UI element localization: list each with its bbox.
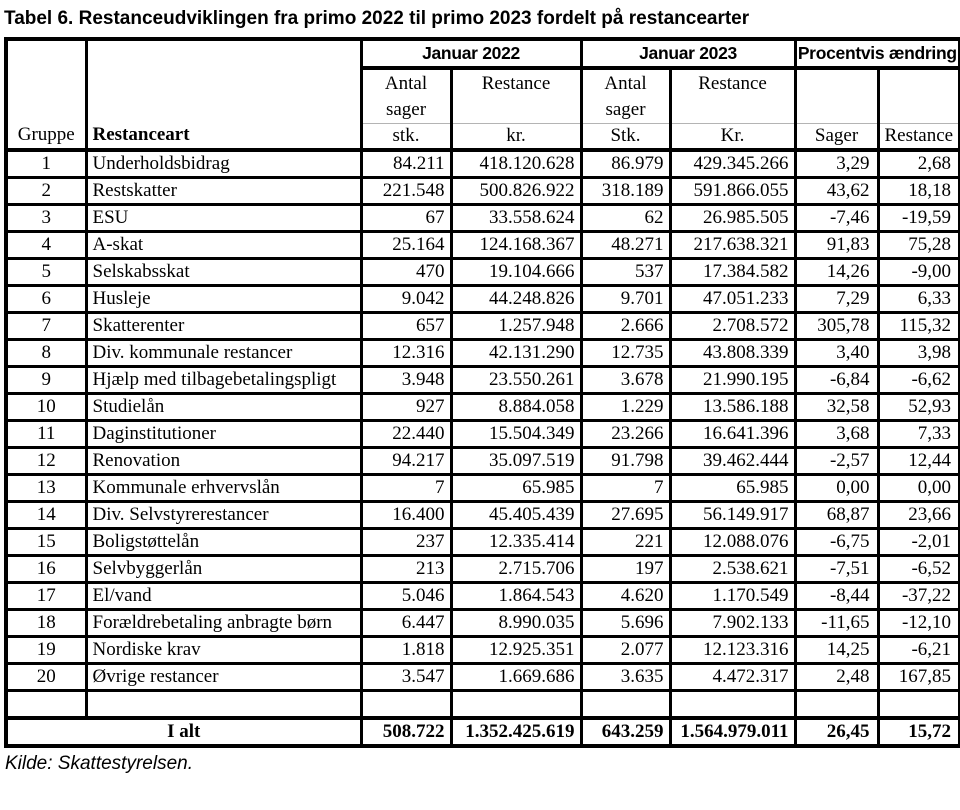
table-footer — [6, 690, 960, 746]
cell-pct-sager: 7,29 — [795, 285, 878, 312]
cell-gruppe: 9 — [6, 366, 86, 393]
table-body — [6, 150, 960, 691]
cell-antal-2023: 62 — [581, 204, 670, 231]
cell-restanceart: Div. Selvstyrerestancer — [86, 501, 361, 528]
cell-restance-2022: 1.257.948 — [451, 312, 581, 339]
cell-restanceart: Skatterenter — [86, 312, 361, 339]
cell-restanceart: Forældrebetaling anbragte børn — [86, 609, 361, 636]
cell-pct-restance: 7,33 — [878, 420, 960, 447]
cell-restance-2022: 12.335.414 — [451, 528, 581, 555]
cell-pct-restance: 23,66 — [878, 501, 960, 528]
table-row — [6, 312, 960, 339]
cell-restance-2022: 33.558.624 — [451, 204, 581, 231]
col-unit-pct-restance: Restance — [878, 124, 960, 150]
table-row — [6, 231, 960, 258]
table-row — [6, 366, 960, 393]
cell-antal-2022: 67 — [361, 204, 451, 231]
cell-gruppe: 17 — [6, 582, 86, 609]
cell-pct-sager: -11,65 — [795, 609, 878, 636]
cell-restance-2023: 1.170.549 — [670, 582, 795, 609]
cell-restanceart: A-skat — [86, 231, 361, 258]
cell-antal-2022: 3.948 — [361, 366, 451, 393]
col-header-antal-sager-2023: Antal sager — [581, 68, 670, 124]
cell-pct-restance: -9,00 — [878, 258, 960, 285]
cell-pct-restance: -6,62 — [878, 366, 960, 393]
cell-antal-2022: 94.217 — [361, 447, 451, 474]
cell-gruppe: 18 — [6, 609, 86, 636]
cell-pct-sager: 43,62 — [795, 177, 878, 204]
cell-pct-restance: -12,10 — [878, 609, 960, 636]
table-title: Tabel 6. Restanceudviklingen fra primo 2022 til primo 2023 fordelt på restancearter — [4, 8, 750, 29]
cell-antal-2022: 5.046 — [361, 582, 451, 609]
cell-pct-restance: 52,93 — [878, 393, 960, 420]
total-restance-2022: 1.352.425.619 — [451, 718, 581, 746]
cell-restance-2023: 4.472.317 — [670, 663, 795, 690]
header-group-row — [6, 39, 960, 68]
cell-gruppe: 14 — [6, 501, 86, 528]
cell-antal-2022: 237 — [361, 528, 451, 555]
cell-restanceart: Underholdsbidrag — [86, 150, 361, 178]
empty-cell — [6, 690, 86, 718]
cell-restance-2022: 418.120.628 — [451, 150, 581, 178]
total-pct-sager: 26,45 — [795, 718, 878, 746]
col-header-restance-2023: Restance — [670, 68, 795, 124]
cell-pct-sager: -6,75 — [795, 528, 878, 555]
col-unit-stk-2022: stk. — [361, 124, 451, 150]
cell-antal-2023: 23.266 — [581, 420, 670, 447]
cell-antal-2022: 1.818 — [361, 636, 451, 663]
cell-antal-2023: 86.979 — [581, 150, 670, 178]
cell-pct-restance: 18,18 — [878, 177, 960, 204]
col-group-januar-2022: Januar 2022 — [361, 39, 581, 68]
cell-restance-2022: 2.715.706 — [451, 555, 581, 582]
table-row — [6, 447, 960, 474]
cell-pct-sager: 32,58 — [795, 393, 878, 420]
cell-pct-sager: -6,84 — [795, 366, 878, 393]
empty-cell — [878, 690, 960, 718]
cell-restance-2023: 429.345.266 — [670, 150, 795, 178]
spacer-row — [6, 690, 960, 718]
cell-antal-2022: 6.447 — [361, 609, 451, 636]
table-row — [6, 609, 960, 636]
empty-cell — [795, 690, 878, 718]
cell-antal-2022: 9.042 — [361, 285, 451, 312]
cell-gruppe: 6 — [6, 285, 86, 312]
cell-antal-2023: 3.678 — [581, 366, 670, 393]
cell-gruppe: 7 — [6, 312, 86, 339]
cell-pct-restance: -37,22 — [878, 582, 960, 609]
cell-gruppe: 2 — [6, 177, 86, 204]
table-row — [6, 258, 960, 285]
total-pct-restance: 15,72 — [878, 718, 960, 746]
cell-antal-2023: 91.798 — [581, 447, 670, 474]
cell-antal-2022: 3.547 — [361, 663, 451, 690]
cell-restance-2022: 12.925.351 — [451, 636, 581, 663]
cell-restanceart: Boligstøttelån — [86, 528, 361, 555]
cell-pct-sager: 3,68 — [795, 420, 878, 447]
cell-antal-2023: 3.635 — [581, 663, 670, 690]
col-unit-kr-2023: Kr. — [670, 124, 795, 150]
total-restance-2023: 1.564.979.011 — [670, 718, 795, 746]
cell-gruppe: 19 — [6, 636, 86, 663]
cell-pct-restance: 115,32 — [878, 312, 960, 339]
col-group-procentvis-aendring: Procentvis ændring — [795, 39, 960, 68]
cell-restance-2023: 16.641.396 — [670, 420, 795, 447]
cell-antal-2022: 22.440 — [361, 420, 451, 447]
total-antal-2022: 508.722 — [361, 718, 451, 746]
cell-restance-2023: 12.123.316 — [670, 636, 795, 663]
total-row — [6, 718, 960, 746]
cell-restance-2023: 17.384.582 — [670, 258, 795, 285]
cell-gruppe: 13 — [6, 474, 86, 501]
cell-antal-2022: 25.164 — [361, 231, 451, 258]
cell-restanceart: El/vand — [86, 582, 361, 609]
cell-pct-restance: -2,01 — [878, 528, 960, 555]
cell-antal-2023: 2.077 — [581, 636, 670, 663]
table-row — [6, 177, 960, 204]
table-row — [6, 555, 960, 582]
cell-pct-sager: -7,46 — [795, 204, 878, 231]
cell-restance-2022: 124.168.367 — [451, 231, 581, 258]
col-header-restance-2022: Restance — [451, 68, 581, 124]
cell-gruppe: 1 — [6, 150, 86, 178]
cell-restance-2023: 217.638.321 — [670, 231, 795, 258]
cell-restanceart: Hjælp med tilbagebetalingspligt — [86, 366, 361, 393]
cell-pct-sager: 68,87 — [795, 501, 878, 528]
cell-pct-restance: 0,00 — [878, 474, 960, 501]
cell-restance-2023: 7.902.133 — [670, 609, 795, 636]
cell-antal-2023: 27.695 — [581, 501, 670, 528]
cell-restanceart: Div. kommunale restancer — [86, 339, 361, 366]
empty-cell — [670, 690, 795, 718]
table-row — [6, 582, 960, 609]
cell-antal-2022: 16.400 — [361, 501, 451, 528]
col-header-pct-sager-spacer — [795, 68, 878, 124]
cell-restance-2022: 23.550.261 — [451, 366, 581, 393]
cell-antal-2023: 197 — [581, 555, 670, 582]
cell-restance-2023: 21.990.195 — [670, 366, 795, 393]
cell-restance-2022: 44.248.826 — [451, 285, 581, 312]
cell-gruppe: 15 — [6, 528, 86, 555]
col-header-restanceart: Restanceart — [86, 39, 361, 150]
cell-restance-2022: 1.669.686 — [451, 663, 581, 690]
col-header-pct-restance-spacer — [878, 68, 960, 124]
empty-cell — [581, 690, 670, 718]
table-row — [6, 150, 960, 178]
empty-cell — [451, 690, 581, 718]
cell-restanceart: Renovation — [86, 447, 361, 474]
cell-gruppe: 16 — [6, 555, 86, 582]
cell-antal-2022: 657 — [361, 312, 451, 339]
cell-pct-sager: -7,51 — [795, 555, 878, 582]
cell-gruppe: 8 — [6, 339, 86, 366]
table-row — [6, 204, 960, 231]
cell-antal-2023: 9.701 — [581, 285, 670, 312]
total-label: I alt — [6, 718, 361, 746]
table-row — [6, 420, 960, 447]
cell-pct-restance: 12,44 — [878, 447, 960, 474]
table-header — [6, 39, 960, 150]
cell-restance-2023: 2.538.621 — [670, 555, 795, 582]
col-header-antal-sager-2022: Antal sager — [361, 68, 451, 124]
col-header-gruppe: Gruppe — [6, 39, 86, 150]
cell-restanceart: Nordiske krav — [86, 636, 361, 663]
cell-pct-restance: 167,85 — [878, 663, 960, 690]
col-group-januar-2023: Januar 2023 — [581, 39, 795, 68]
col-unit-kr-2022: kr. — [451, 124, 581, 150]
cell-pct-sager: -2,57 — [795, 447, 878, 474]
cell-antal-2022: 221.548 — [361, 177, 451, 204]
cell-antal-2023: 221 — [581, 528, 670, 555]
col-unit-stk-2023: Stk. — [581, 124, 670, 150]
cell-pct-sager: 0,00 — [795, 474, 878, 501]
cell-pct-restance: 6,33 — [878, 285, 960, 312]
cell-antal-2022: 927 — [361, 393, 451, 420]
cell-restance-2022: 8.990.035 — [451, 609, 581, 636]
cell-restance-2022: 65.985 — [451, 474, 581, 501]
restance-table — [4, 37, 960, 748]
cell-antal-2023: 48.271 — [581, 231, 670, 258]
cell-pct-sager: 3,40 — [795, 339, 878, 366]
cell-antal-2022: 213 — [361, 555, 451, 582]
cell-restance-2023: 591.866.055 — [670, 177, 795, 204]
cell-gruppe: 11 — [6, 420, 86, 447]
cell-pct-restance: 75,28 — [878, 231, 960, 258]
cell-restance-2023: 47.051.233 — [670, 285, 795, 312]
empty-cell — [361, 690, 451, 718]
cell-restance-2022: 19.104.666 — [451, 258, 581, 285]
cell-antal-2023: 318.189 — [581, 177, 670, 204]
table-row — [6, 663, 960, 690]
cell-restance-2022: 42.131.290 — [451, 339, 581, 366]
cell-antal-2023: 2.666 — [581, 312, 670, 339]
cell-gruppe: 5 — [6, 258, 86, 285]
cell-restanceart: Studielån — [86, 393, 361, 420]
cell-pct-sager: 2,48 — [795, 663, 878, 690]
cell-restance-2022: 8.884.058 — [451, 393, 581, 420]
table-row — [6, 636, 960, 663]
cell-gruppe: 10 — [6, 393, 86, 420]
cell-pct-sager: 14,25 — [795, 636, 878, 663]
total-antal-2023: 643.259 — [581, 718, 670, 746]
cell-restance-2022: 35.097.519 — [451, 447, 581, 474]
cell-antal-2022: 84.211 — [361, 150, 451, 178]
cell-pct-restance: -19,59 — [878, 204, 960, 231]
cell-restanceart: Daginstitutioner — [86, 420, 361, 447]
cell-pct-sager: 91,83 — [795, 231, 878, 258]
cell-restanceart: Selskabsskat — [86, 258, 361, 285]
cell-restance-2023: 26.985.505 — [670, 204, 795, 231]
cell-antal-2023: 12.735 — [581, 339, 670, 366]
cell-restanceart: Øvrige restancer — [86, 663, 361, 690]
cell-restance-2023: 65.985 — [670, 474, 795, 501]
cell-pct-sager: 305,78 — [795, 312, 878, 339]
cell-antal-2023: 7 — [581, 474, 670, 501]
cell-restance-2023: 2.708.572 — [670, 312, 795, 339]
cell-restance-2023: 56.149.917 — [670, 501, 795, 528]
cell-restanceart: Husleje — [86, 285, 361, 312]
cell-restance-2023: 13.586.188 — [670, 393, 795, 420]
cell-restanceart: Selvbyggerlån — [86, 555, 361, 582]
cell-restance-2023: 12.088.076 — [670, 528, 795, 555]
cell-antal-2023: 5.696 — [581, 609, 670, 636]
cell-antal-2023: 1.229 — [581, 393, 670, 420]
table-row — [6, 474, 960, 501]
cell-restanceart: ESU — [86, 204, 361, 231]
table-row — [6, 501, 960, 528]
cell-antal-2023: 4.620 — [581, 582, 670, 609]
col-unit-pct-sager: Sager — [795, 124, 878, 150]
table-row — [6, 393, 960, 420]
source-note: Kilde: Skattestyrelsen. — [5, 753, 193, 774]
table-row — [6, 339, 960, 366]
cell-restanceart: Kommunale erhvervslån — [86, 474, 361, 501]
cell-pct-restance: -6,52 — [878, 555, 960, 582]
table-row — [6, 528, 960, 555]
cell-restanceart: Restskatter — [86, 177, 361, 204]
cell-restance-2022: 45.405.439 — [451, 501, 581, 528]
cell-restance-2022: 1.864.543 — [451, 582, 581, 609]
cell-antal-2022: 470 — [361, 258, 451, 285]
cell-restance-2023: 43.808.339 — [670, 339, 795, 366]
cell-pct-restance: 3,98 — [878, 339, 960, 366]
cell-pct-restance: -6,21 — [878, 636, 960, 663]
cell-antal-2023: 537 — [581, 258, 670, 285]
cell-gruppe: 4 — [6, 231, 86, 258]
cell-gruppe: 20 — [6, 663, 86, 690]
cell-restance-2023: 39.462.444 — [670, 447, 795, 474]
cell-gruppe: 12 — [6, 447, 86, 474]
empty-cell — [86, 690, 361, 718]
cell-gruppe: 3 — [6, 204, 86, 231]
cell-antal-2022: 7 — [361, 474, 451, 501]
table-row — [6, 285, 960, 312]
cell-pct-sager: -8,44 — [795, 582, 878, 609]
cell-restance-2022: 15.504.349 — [451, 420, 581, 447]
cell-antal-2022: 12.316 — [361, 339, 451, 366]
cell-pct-sager: 14,26 — [795, 258, 878, 285]
cell-restance-2022: 500.826.922 — [451, 177, 581, 204]
cell-pct-restance: 2,68 — [878, 150, 960, 178]
cell-pct-sager: 3,29 — [795, 150, 878, 178]
